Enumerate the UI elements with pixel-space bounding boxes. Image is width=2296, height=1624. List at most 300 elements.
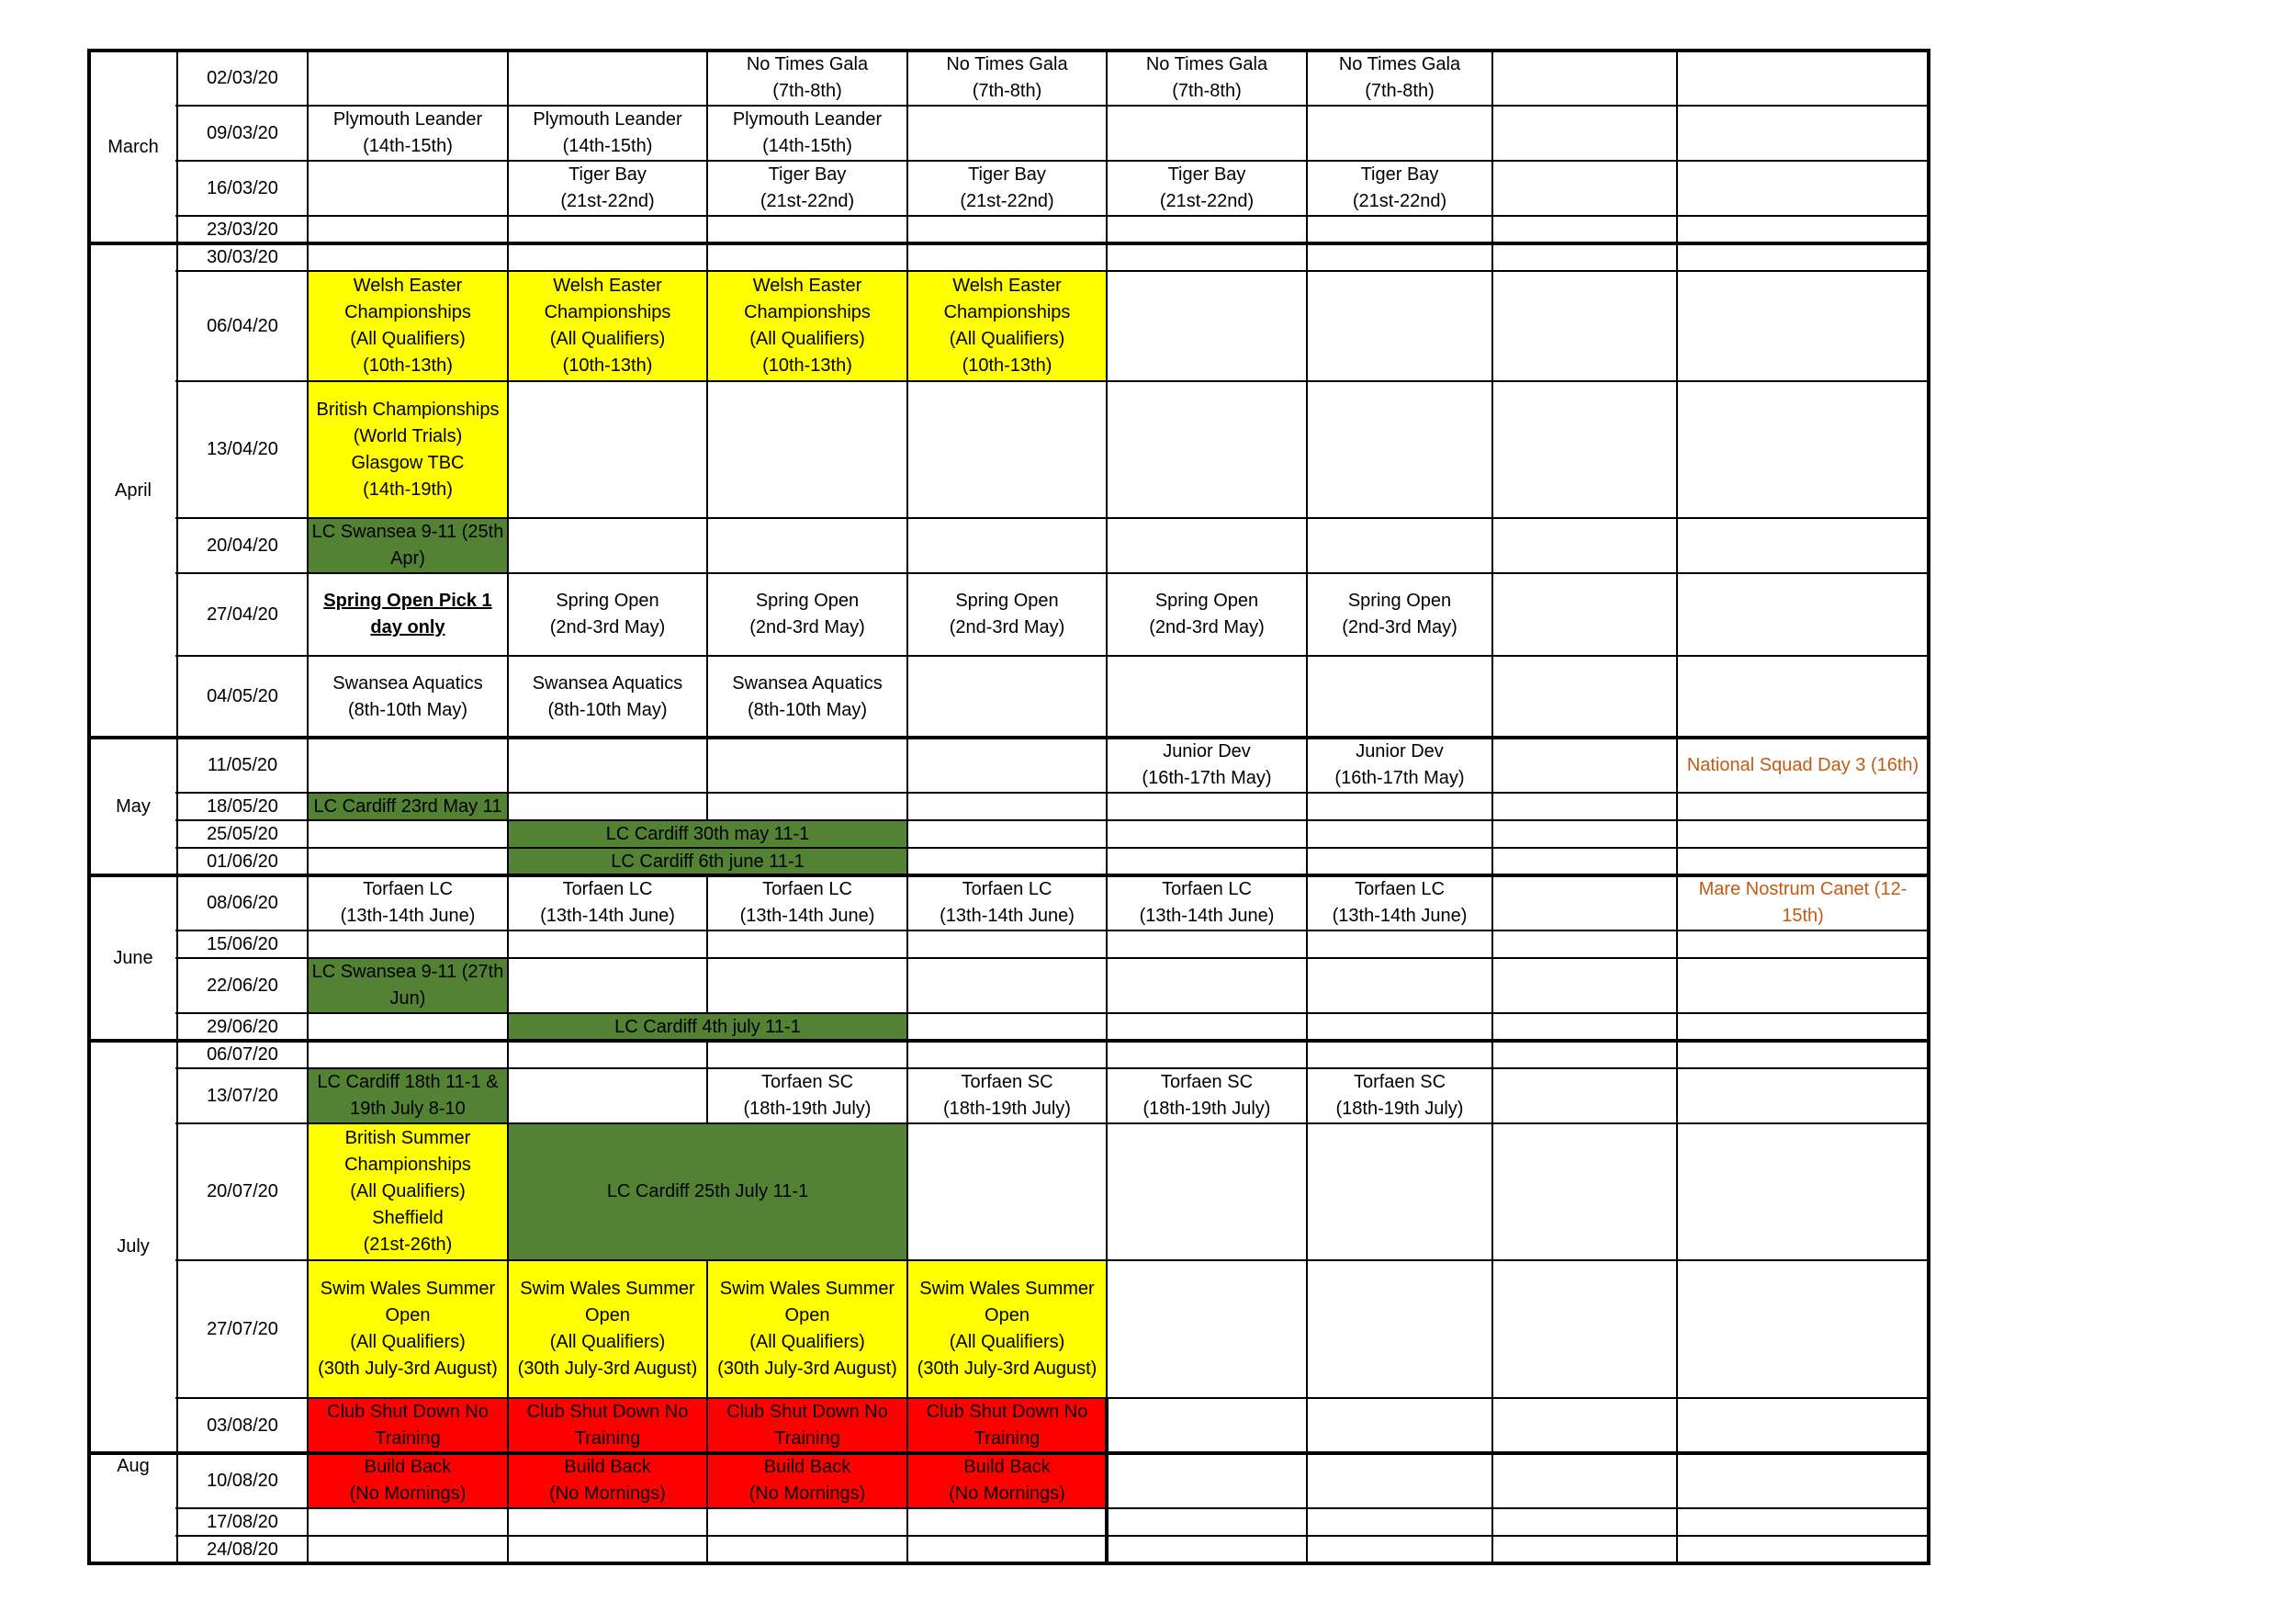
grid-line-vertical bbox=[87, 1398, 91, 1453]
grid-line-vertical bbox=[906, 1041, 908, 1068]
event-cell: Swansea Aquatics (8th-10th May) bbox=[332, 672, 483, 720]
event-cell: Build Back (No Mornings) bbox=[907, 1453, 1107, 1508]
date-cell: 09/03/20 bbox=[207, 122, 278, 143]
date-cell: 18/05/20 bbox=[207, 795, 278, 817]
grid-line-vertical bbox=[1927, 1398, 1930, 1453]
date-cell: 06/04/20 bbox=[207, 315, 278, 336]
grid-line-horizontal bbox=[175, 1067, 1930, 1069]
grid-line-vertical bbox=[507, 738, 509, 793]
grid-line-vertical bbox=[906, 243, 908, 271]
grid-line-horizontal bbox=[175, 380, 1930, 382]
grid-line-vertical bbox=[507, 381, 509, 518]
grid-line-vertical bbox=[1676, 875, 1678, 930]
grid-line-vertical bbox=[176, 106, 178, 161]
grid-line-horizontal bbox=[175, 215, 1930, 217]
grid-line-vertical bbox=[307, 1453, 309, 1508]
grid-line-vertical bbox=[1676, 381, 1678, 518]
grid-line-vertical bbox=[706, 793, 708, 820]
grid-line-vertical bbox=[176, 1398, 178, 1453]
grid-line-vertical bbox=[307, 1398, 309, 1453]
grid-line-vertical bbox=[176, 243, 178, 271]
grid-line-vertical bbox=[507, 793, 509, 820]
grid-line-vertical bbox=[307, 1260, 309, 1398]
grid-line-horizontal bbox=[87, 736, 1930, 739]
grid-line-vertical bbox=[1491, 381, 1493, 518]
grid-line-vertical bbox=[1927, 930, 1930, 958]
grid-line-vertical bbox=[307, 106, 309, 161]
date-cell: 06/07/20 bbox=[207, 1043, 278, 1065]
grid-line-vertical bbox=[1306, 518, 1308, 573]
grid-line-vertical bbox=[176, 1123, 178, 1260]
event-cell: Welsh Easter Championships (All Qualifiers) (10th-13th) bbox=[907, 271, 1107, 381]
event-cell: Spring Open (2nd-3rd May) bbox=[1149, 591, 1265, 637]
grid-line-vertical bbox=[1491, 1398, 1493, 1453]
event-cell: Build Back (No Mornings) bbox=[508, 1453, 707, 1508]
grid-line-vertical bbox=[507, 1453, 509, 1508]
month-label: July bbox=[117, 1236, 150, 1257]
grid-line-vertical bbox=[1491, 738, 1493, 793]
event-cell: Plymouth Leander (14th-15th) bbox=[533, 109, 682, 156]
event-cell: Torfaen LC (13th-14th June) bbox=[340, 879, 476, 926]
grid-line-horizontal bbox=[87, 1039, 1930, 1043]
grid-line-vertical bbox=[1306, 738, 1308, 793]
grid-line-vertical bbox=[706, 1398, 708, 1453]
grid-line-vertical bbox=[1676, 738, 1678, 793]
event-cell: Welsh Easter Championships (All Qualifiers) (10th-13th) bbox=[308, 271, 508, 381]
grid-line-vertical bbox=[176, 216, 178, 243]
date-cell: 03/08/20 bbox=[207, 1415, 278, 1436]
grid-line-vertical bbox=[1491, 161, 1493, 216]
grid-line-vertical bbox=[507, 848, 509, 875]
event-cell: Club Shut Down No Training bbox=[308, 1398, 508, 1453]
grid-line-vertical bbox=[706, 573, 708, 656]
grid-line-vertical bbox=[1676, 216, 1678, 243]
event-cell: LC Swansea 9-11 (27th Jun) bbox=[308, 958, 508, 1013]
grid-line-vertical bbox=[307, 573, 309, 656]
grid-line-horizontal bbox=[175, 517, 1930, 519]
grid-line-vertical bbox=[1106, 656, 1108, 738]
grid-line-vertical bbox=[906, 820, 908, 848]
grid-line-vertical bbox=[176, 1453, 178, 1508]
grid-line-vertical bbox=[307, 243, 309, 271]
event-cell: No Times Gala (7th-8th) bbox=[1338, 54, 1461, 101]
grid-line-vertical bbox=[507, 1508, 509, 1536]
grid-line-vertical bbox=[1106, 216, 1108, 243]
grid-line-vertical bbox=[87, 51, 91, 106]
grid-line-vertical bbox=[1927, 820, 1930, 848]
month-label: May bbox=[116, 795, 151, 817]
grid-line-vertical bbox=[706, 875, 708, 930]
grid-line-horizontal bbox=[175, 792, 1930, 794]
event-cell: British Summer Championships (All Qualifiers) Sheffield (21st-26th) bbox=[308, 1123, 508, 1260]
grid-line-vertical bbox=[1306, 243, 1308, 271]
grid-line-vertical bbox=[1306, 848, 1308, 875]
grid-line-vertical bbox=[1306, 958, 1308, 1013]
event-cell: LC Cardiff 6th june 11-1 bbox=[508, 848, 907, 875]
event-cell: Plymouth Leander (14th-15th) bbox=[332, 109, 483, 156]
grid-line-vertical bbox=[1106, 243, 1108, 271]
grid-line-vertical bbox=[1927, 1453, 1930, 1508]
grid-line-vertical bbox=[307, 1068, 309, 1123]
date-cell: 27/07/20 bbox=[207, 1318, 278, 1339]
event-cell: LC Swansea 9-11 (25th Apr) bbox=[308, 518, 508, 573]
grid-line-vertical bbox=[1927, 271, 1930, 381]
grid-line-vertical bbox=[307, 1536, 309, 1563]
grid-line-vertical bbox=[87, 958, 91, 1013]
grid-line-vertical bbox=[87, 656, 91, 738]
grid-line-vertical bbox=[507, 1398, 509, 1453]
grid-line-vertical bbox=[307, 656, 309, 738]
grid-line-vertical bbox=[87, 793, 91, 820]
grid-line-vertical bbox=[507, 930, 509, 958]
grid-line-vertical bbox=[176, 875, 178, 930]
grid-line-horizontal bbox=[87, 49, 1930, 52]
date-cell: 25/05/20 bbox=[207, 823, 278, 844]
grid-line-vertical bbox=[1491, 518, 1493, 573]
grid-line-vertical bbox=[87, 848, 91, 875]
grid-line-vertical bbox=[176, 738, 178, 793]
grid-line-vertical bbox=[1306, 1508, 1308, 1536]
grid-line-vertical bbox=[307, 381, 309, 518]
grid-line-vertical bbox=[176, 1013, 178, 1041]
grid-line-vertical bbox=[87, 216, 91, 243]
grid-line-vertical bbox=[1676, 656, 1678, 738]
event-cell: No Times Gala (7th-8th) bbox=[746, 54, 869, 101]
grid-line-vertical bbox=[906, 930, 908, 958]
event-cell: Club Shut Down No Training bbox=[508, 1398, 707, 1453]
grid-line-vertical bbox=[1676, 1068, 1678, 1123]
grid-line-vertical bbox=[1306, 1453, 1308, 1508]
grid-line-vertical bbox=[1306, 381, 1308, 518]
grid-line-vertical bbox=[507, 243, 509, 271]
grid-line-vertical bbox=[176, 381, 178, 518]
grid-line-vertical bbox=[706, 1041, 708, 1068]
event-cell: Swansea Aquatics (8th-10th May) bbox=[532, 672, 683, 720]
grid-line-vertical bbox=[1927, 1260, 1930, 1398]
grid-line-vertical bbox=[87, 1508, 91, 1536]
grid-line-vertical bbox=[87, 738, 91, 793]
grid-line-vertical bbox=[906, 271, 908, 381]
date-cell: 22/06/20 bbox=[207, 975, 278, 996]
grid-line-vertical bbox=[1491, 106, 1493, 161]
grid-line-vertical bbox=[1676, 793, 1678, 820]
grid-line-horizontal bbox=[175, 270, 1930, 272]
date-cell: 15/06/20 bbox=[207, 933, 278, 954]
grid-line-vertical bbox=[1927, 106, 1930, 161]
grid-line-vertical bbox=[1927, 381, 1930, 518]
grid-line-vertical bbox=[1676, 848, 1678, 875]
grid-line-vertical bbox=[1306, 820, 1308, 848]
grid-line-vertical bbox=[1106, 958, 1108, 1013]
event-cell: Build Back (No Mornings) bbox=[308, 1453, 508, 1508]
event-cell: LC Cardiff 4th july 11-1 bbox=[508, 1013, 907, 1041]
grid-line-vertical bbox=[87, 271, 91, 381]
grid-line-vertical bbox=[176, 51, 178, 106]
grid-line-vertical bbox=[176, 656, 178, 738]
grid-line-vertical bbox=[906, 381, 908, 518]
grid-line-vertical bbox=[176, 848, 178, 875]
grid-line-vertical bbox=[1491, 51, 1493, 106]
date-cell: 20/07/20 bbox=[207, 1181, 278, 1201]
grid-line-vertical bbox=[1927, 51, 1930, 106]
grid-line-vertical bbox=[87, 1453, 91, 1508]
grid-line-vertical bbox=[1106, 930, 1108, 958]
grid-line-vertical bbox=[906, 518, 908, 573]
event-cell: Welsh Easter Championships (All Qualifiers) (10th-13th) bbox=[508, 271, 707, 381]
grid-line-vertical bbox=[906, 1508, 908, 1536]
grid-line-vertical bbox=[1491, 820, 1493, 848]
event-cell: LC Cardiff 25th July 11-1 bbox=[508, 1123, 907, 1260]
grid-line-vertical bbox=[1927, 1123, 1930, 1260]
grid-line-vertical bbox=[1306, 1013, 1308, 1041]
grid-line-vertical bbox=[1306, 656, 1308, 738]
event-cell: Spring Open (2nd-3rd May) bbox=[749, 591, 865, 637]
event-cell: Swim Wales Summer Open (All Qualifiers) (30th July-3rd August) bbox=[707, 1260, 907, 1398]
grid-line-vertical bbox=[87, 106, 91, 161]
grid-line-vertical bbox=[507, 106, 509, 161]
grid-line-vertical bbox=[307, 51, 309, 106]
date-cell: 30/03/20 bbox=[207, 246, 278, 267]
grid-line-horizontal bbox=[175, 1122, 1930, 1124]
grid-line-vertical bbox=[307, 848, 309, 875]
event-cell: Swim Wales Summer Open (All Qualifiers) (30th July-3rd August) bbox=[907, 1260, 1107, 1398]
grid-line-vertical bbox=[1491, 1123, 1493, 1260]
grid-line-vertical bbox=[507, 1013, 509, 1041]
grid-line-vertical bbox=[1306, 930, 1308, 958]
grid-line-horizontal bbox=[175, 957, 1930, 959]
grid-line-vertical bbox=[307, 738, 309, 793]
grid-line-vertical bbox=[307, 216, 309, 243]
grid-line-vertical bbox=[906, 958, 908, 1013]
event-cell: British Championships (World Trials) Glasgow TBC (14th-19th) bbox=[308, 381, 508, 518]
grid-line-vertical bbox=[1927, 216, 1930, 243]
grid-line-horizontal bbox=[175, 930, 1930, 931]
grid-line-vertical bbox=[1106, 1123, 1108, 1260]
grid-line-vertical bbox=[507, 1041, 509, 1068]
grid-line-vertical bbox=[706, 51, 708, 106]
grid-line-vertical bbox=[307, 518, 309, 573]
grid-line-vertical bbox=[906, 1123, 908, 1260]
month-label: April bbox=[114, 479, 152, 501]
grid-line-vertical bbox=[906, 161, 908, 216]
grid-line-vertical bbox=[1491, 1013, 1493, 1041]
event-cell: LC Cardiff 18th 11-1 & 19th July 8-10 bbox=[308, 1068, 508, 1123]
grid-line-vertical bbox=[1306, 573, 1308, 656]
grid-line-vertical bbox=[706, 958, 708, 1013]
grid-line-vertical bbox=[87, 161, 91, 216]
grid-line-vertical bbox=[1927, 958, 1930, 1013]
grid-line-vertical bbox=[906, 216, 908, 243]
grid-line-vertical bbox=[1306, 1123, 1308, 1260]
grid-line-vertical bbox=[176, 573, 178, 656]
grid-line-vertical bbox=[1106, 1041, 1108, 1068]
grid-line-vertical bbox=[507, 820, 509, 848]
grid-line-vertical bbox=[176, 271, 178, 381]
grid-line-vertical bbox=[507, 1123, 509, 1260]
grid-line-vertical bbox=[1676, 1013, 1678, 1041]
grid-line-vertical bbox=[1306, 161, 1308, 216]
grid-line-vertical bbox=[87, 518, 91, 573]
grid-line-vertical bbox=[1306, 1536, 1308, 1563]
grid-line-vertical bbox=[507, 518, 509, 573]
grid-line-vertical bbox=[706, 243, 708, 271]
grid-line-vertical bbox=[706, 930, 708, 958]
grid-line-vertical bbox=[1676, 1398, 1678, 1453]
grid-line-horizontal bbox=[87, 874, 1930, 877]
event-cell: National Squad Day 3 (16th) bbox=[1686, 754, 1919, 775]
grid-line-vertical bbox=[706, 1536, 708, 1563]
grid-line-vertical bbox=[87, 1123, 91, 1260]
grid-line-vertical bbox=[176, 1260, 178, 1398]
event-cell: Torfaen LC (13th-14th June) bbox=[940, 879, 1075, 926]
date-cell: 27/04/20 bbox=[207, 603, 278, 625]
grid-line-vertical bbox=[706, 271, 708, 381]
grid-line-vertical bbox=[906, 573, 908, 656]
grid-line-vertical bbox=[176, 518, 178, 573]
grid-line-horizontal bbox=[175, 1535, 1930, 1537]
grid-line-vertical bbox=[906, 875, 908, 930]
grid-line-horizontal bbox=[175, 1012, 1930, 1014]
grid-line-vertical bbox=[906, 1536, 908, 1563]
event-cell: Tiger Bay (21st-22nd) bbox=[1159, 164, 1255, 211]
date-cell: 10/08/20 bbox=[207, 1470, 278, 1491]
grid-line-vertical bbox=[1106, 518, 1108, 573]
grid-line-vertical bbox=[1927, 875, 1930, 930]
grid-line-vertical bbox=[1927, 161, 1930, 216]
grid-line-vertical bbox=[1306, 1398, 1308, 1453]
grid-line-vertical bbox=[507, 216, 509, 243]
grid-line-vertical bbox=[1491, 243, 1493, 271]
event-cell: Tiger Bay (21st-22nd) bbox=[760, 164, 855, 211]
grid-line-vertical bbox=[1676, 518, 1678, 573]
grid-line-vertical bbox=[1106, 1068, 1108, 1123]
grid-line-vertical bbox=[176, 958, 178, 1013]
grid-line-vertical bbox=[1676, 1123, 1678, 1260]
event-cell: Club Shut Down No Training bbox=[707, 1398, 907, 1453]
grid-line-vertical bbox=[1491, 1508, 1493, 1536]
event-cell: Build Back (No Mornings) bbox=[707, 1453, 907, 1508]
grid-line-vertical bbox=[1491, 216, 1493, 243]
grid-line-horizontal bbox=[175, 1397, 1930, 1399]
grid-line-vertical bbox=[706, 106, 708, 161]
grid-line-vertical bbox=[307, 875, 309, 930]
grid-line-vertical bbox=[176, 161, 178, 216]
grid-line-vertical bbox=[1676, 930, 1678, 958]
grid-line-vertical bbox=[1306, 106, 1308, 161]
grid-line-vertical bbox=[1927, 1068, 1930, 1123]
event-cell: Spring Open (2nd-3rd May) bbox=[949, 591, 1065, 637]
grid-line-vertical bbox=[706, 1260, 708, 1398]
grid-line-vertical bbox=[1106, 381, 1108, 518]
grid-line-vertical bbox=[1106, 820, 1108, 848]
grid-line-vertical bbox=[706, 518, 708, 573]
grid-line-vertical bbox=[1676, 1508, 1678, 1536]
grid-line-vertical bbox=[1676, 1453, 1678, 1508]
grid-line-vertical bbox=[1106, 738, 1108, 793]
grid-line-vertical bbox=[1106, 848, 1108, 875]
grid-line-vertical bbox=[1491, 1453, 1493, 1508]
grid-line-vertical bbox=[1491, 573, 1493, 656]
event-cell: Torfaen SC (18th-19th July) bbox=[743, 1072, 872, 1119]
event-cell: Torfaen SC (18th-19th July) bbox=[1335, 1072, 1464, 1119]
grid-line-vertical bbox=[307, 1508, 309, 1536]
grid-line-vertical bbox=[1491, 875, 1493, 930]
event-cell: Swansea Aquatics (8th-10th May) bbox=[732, 672, 883, 720]
grid-line-vertical bbox=[176, 1041, 178, 1068]
grid-line-vertical bbox=[1676, 51, 1678, 106]
grid-line-vertical bbox=[1106, 161, 1108, 216]
grid-line-vertical bbox=[706, 216, 708, 243]
grid-line-vertical bbox=[706, 656, 708, 738]
grid-line-vertical bbox=[1927, 1508, 1930, 1536]
date-cell: 13/07/20 bbox=[207, 1085, 278, 1106]
date-cell: 17/08/20 bbox=[207, 1511, 278, 1532]
grid-line-vertical bbox=[507, 1536, 509, 1563]
grid-line-vertical bbox=[1491, 656, 1493, 738]
event-cell: Junior Dev (16th-17th May) bbox=[1334, 741, 1465, 788]
date-cell: 23/03/20 bbox=[207, 219, 278, 240]
grid-line-vertical bbox=[307, 793, 309, 820]
grid-line-vertical bbox=[906, 738, 908, 793]
event-cell: Spring Open (2nd-3rd May) bbox=[1342, 591, 1458, 637]
grid-line-vertical bbox=[1491, 930, 1493, 958]
grid-line-vertical bbox=[307, 1041, 309, 1068]
grid-line-vertical bbox=[906, 793, 908, 820]
grid-line-vertical bbox=[507, 573, 509, 656]
date-cell: 11/05/20 bbox=[207, 754, 278, 775]
grid-line-vertical bbox=[1491, 1536, 1493, 1563]
grid-line-horizontal bbox=[87, 242, 1930, 245]
grid-line-vertical bbox=[1927, 848, 1930, 875]
grid-line-vertical bbox=[1491, 271, 1493, 381]
grid-line-vertical bbox=[176, 1536, 178, 1563]
grid-line-vertical bbox=[1491, 793, 1493, 820]
event-cell: Junior Dev (16th-17th May) bbox=[1142, 741, 1272, 788]
grid-line-vertical bbox=[706, 1453, 708, 1508]
event-cell: Tiger Bay (21st-22nd) bbox=[960, 164, 1054, 211]
grid-line-vertical bbox=[1676, 161, 1678, 216]
grid-line-horizontal bbox=[175, 1259, 1930, 1261]
grid-line-vertical bbox=[906, 1013, 908, 1041]
grid-line-vertical bbox=[1676, 573, 1678, 656]
grid-line-vertical bbox=[1106, 106, 1108, 161]
grid-line-vertical bbox=[1927, 243, 1930, 271]
grid-line-vertical bbox=[1306, 1068, 1308, 1123]
grid-line-vertical bbox=[87, 381, 91, 518]
grid-line-horizontal bbox=[175, 572, 1930, 574]
grid-line-vertical bbox=[906, 1260, 908, 1398]
event-cell: Torfaen LC (13th-14th June) bbox=[1139, 879, 1275, 926]
grid-line-vertical bbox=[87, 1041, 91, 1068]
grid-line-vertical bbox=[1106, 51, 1108, 106]
grid-line-vertical bbox=[1106, 573, 1108, 656]
grid-line-horizontal bbox=[175, 847, 1930, 849]
grid-line-vertical bbox=[706, 738, 708, 793]
grid-line-vertical bbox=[307, 161, 309, 216]
grid-line-vertical bbox=[87, 243, 91, 271]
grid-line-vertical bbox=[906, 51, 908, 106]
grid-line-vertical bbox=[1306, 875, 1308, 930]
grid-line-vertical bbox=[1676, 820, 1678, 848]
grid-line-vertical bbox=[1491, 1041, 1493, 1068]
grid-line-vertical bbox=[507, 958, 509, 1013]
grid-line-vertical bbox=[1927, 793, 1930, 820]
grid-line-vertical bbox=[1106, 1013, 1108, 1041]
event-cell: Spring Open Pick 1 day only bbox=[323, 591, 492, 637]
event-cell: Torfaen SC (18th-19th July) bbox=[943, 1072, 1071, 1119]
date-cell: 20/04/20 bbox=[207, 535, 278, 556]
grid-line-vertical bbox=[1491, 1068, 1493, 1123]
